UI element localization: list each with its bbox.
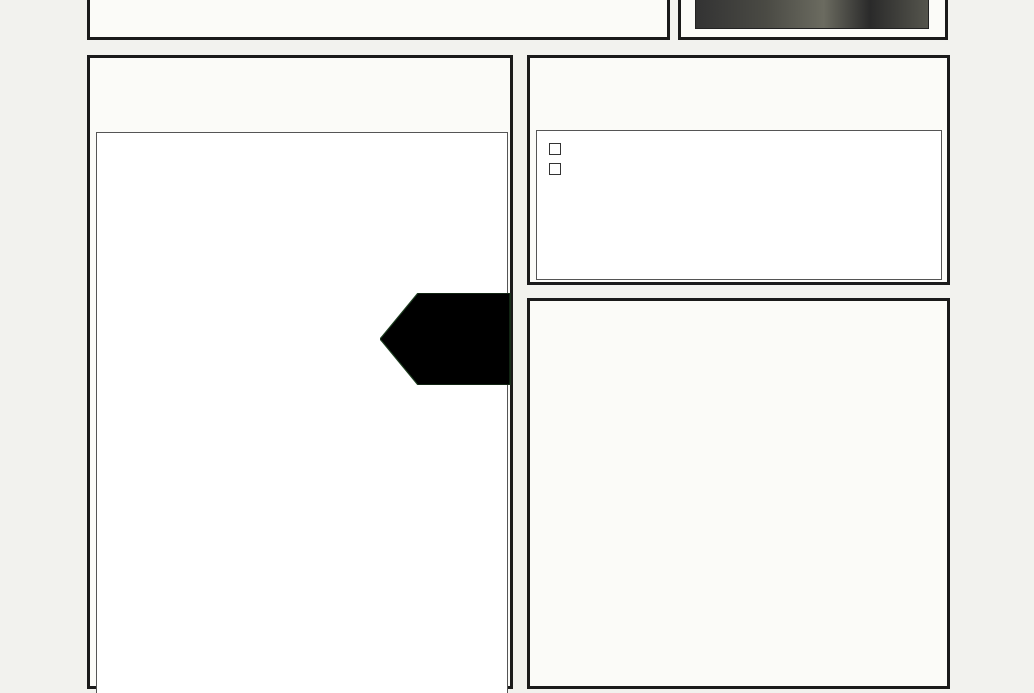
pie-chart bbox=[795, 137, 931, 273]
rating-marker bbox=[380, 293, 512, 385]
classification-scale bbox=[96, 132, 508, 693]
building-photo bbox=[695, 0, 929, 29]
legend-item-electricity bbox=[549, 163, 567, 177]
distribution-chart bbox=[536, 130, 942, 280]
legend-swatch bbox=[549, 163, 561, 175]
energy-indicators-section bbox=[527, 298, 950, 689]
building-info-box bbox=[87, 0, 670, 40]
building-photo-box bbox=[678, 0, 948, 40]
classification-section bbox=[87, 55, 513, 689]
legend-swatch bbox=[549, 143, 561, 155]
energy-distribution-section bbox=[527, 55, 950, 285]
legend-item-district-heating bbox=[549, 143, 567, 157]
